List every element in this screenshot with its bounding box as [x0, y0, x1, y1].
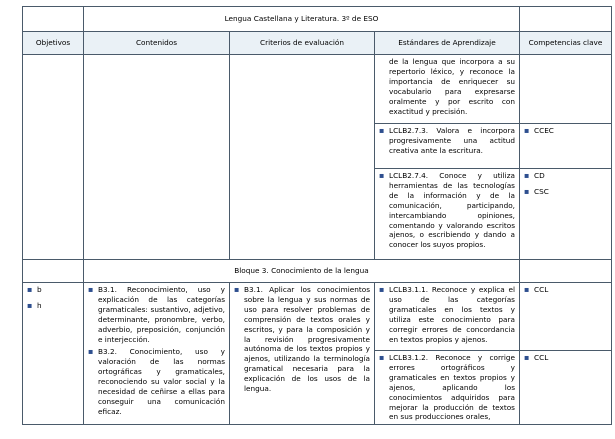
- bullet-icon: ▪: [88, 285, 94, 294]
- col-header-contents: Contenidos: [84, 32, 230, 55]
- competency-item: ▪ CCEC: [524, 126, 554, 135]
- competency-list: [520, 169, 611, 199]
- col-header-objectives: Objetivos: [23, 32, 84, 55]
- block-title: Bloque 3. Conocimiento de la lengua: [84, 260, 520, 283]
- col-header-standards: Estándares de Aprendizaje: [375, 32, 520, 55]
- contents-cell-empty: [84, 55, 230, 260]
- table-row: [23, 55, 612, 124]
- content-item: ▪ B3.2. Conocimiento, uso y valoración de las normas ortográficas y gramaticales, reconociendo su valor social y la necesidad de ceñirse a ellas para conseguir una comunicación eficaz.: [88, 347, 225, 416]
- bullet-icon: ▪: [524, 353, 530, 362]
- bullet-icon: ▪: [524, 186, 530, 196]
- bullet-icon: ▪: [524, 171, 530, 180]
- table-row: [23, 283, 612, 351]
- col-header-criteria: Criterios de evaluación: [230, 32, 375, 55]
- content-item: ▪ B3.1. Reconocimiento, uso y explicación de las categorías gramaticales: sustantivo, adjetivo, determinante, pronombre, verbo, adverbio, preposición, conjunción e interjección.: [88, 285, 225, 344]
- competency-item: ▪ CCL: [524, 353, 549, 362]
- standard-item: ▪ LCLB3.1.2. Reconoce y corrige errores ortográficos y gramaticales en textos propios y ajenos, aplicando los conocimientos adquiridos para mejorar la producción de textos en sus producciones orales,: [379, 353, 515, 422]
- bullet-icon: ▪: [379, 171, 385, 180]
- competency-item: ▪ CCL: [524, 285, 549, 294]
- table-title-row: [23, 7, 612, 32]
- bullet-icon: ▪: [27, 285, 33, 294]
- objectives-list: [23, 283, 83, 313]
- bullet-icon: ▪: [27, 300, 33, 310]
- objectives-cell-empty: [23, 55, 84, 260]
- standard-continuation: de la lengua que incorpora a su repertorio léxico, y reconoce la importancia de enriquecer su vocabulario para expresarse oralmente y por escrito con exactitud y precisión.: [389, 57, 515, 116]
- bullet-icon: ▪: [379, 126, 385, 135]
- block-title-row: [23, 260, 612, 283]
- competencies-cell-empty: [520, 55, 612, 124]
- bullet-icon: ▪: [379, 285, 385, 294]
- table-title: Lengua Castellana y Literatura. 3º de ESO: [84, 7, 520, 32]
- bullet-icon: ▪: [524, 126, 530, 135]
- objective-item: ▪ b: [27, 285, 42, 294]
- contents-list: [84, 283, 229, 419]
- bullet-icon: ▪: [379, 353, 385, 362]
- standard-item: ▪ LCLB2.7.3. Valora e incorpora progresivamente una actitud creativa ante la escritura.: [379, 126, 515, 155]
- column-header-row: [23, 32, 612, 55]
- standard-item: ▪ LCLB2.7.4. Conoce y utiliza herramientas de las tecnologías de la información y de la comunicación, participando, intercambiando opiniones, comentando y valorando escritos ajenos, o escribiendo y dando a conocer los suyos propios.: [379, 171, 515, 250]
- competency-item: ▪ CD: [524, 171, 545, 180]
- block-corner-cell-right: [520, 260, 612, 283]
- corner-cell: [23, 7, 84, 32]
- objective-item: ▪ h: [27, 300, 42, 310]
- corner-cell-right: [520, 7, 612, 32]
- col-header-competencies: Competencias clave: [520, 32, 612, 55]
- bullet-icon: ▪: [88, 347, 94, 357]
- bullet-icon: ▪: [524, 285, 530, 294]
- curriculum-table: [22, 6, 612, 425]
- criterion-item: ▪ B3.1. Aplicar los conocimientos sobre la lengua y sus normas de uso para resolver problemas de comprensión de textos orales y escritos, y para la composición y la revisión progresivamente autónoma de los textos propios y ajenos, utilizando la terminología gramatical necesaria para la explicación de los usos de la lengua.: [234, 285, 370, 394]
- competency-item: ▪ CSC: [524, 186, 549, 196]
- bullet-icon: ▪: [234, 285, 240, 294]
- criteria-cell-empty: [230, 55, 375, 260]
- block-corner-cell: [23, 260, 84, 283]
- standard-item: ▪ LCLB3.1.1. Reconoce y explica el uso de las categorías gramaticales en los textos y utiliza este conocimiento para corregir errores de concordancia en textos propios y ajenos.: [379, 285, 515, 344]
